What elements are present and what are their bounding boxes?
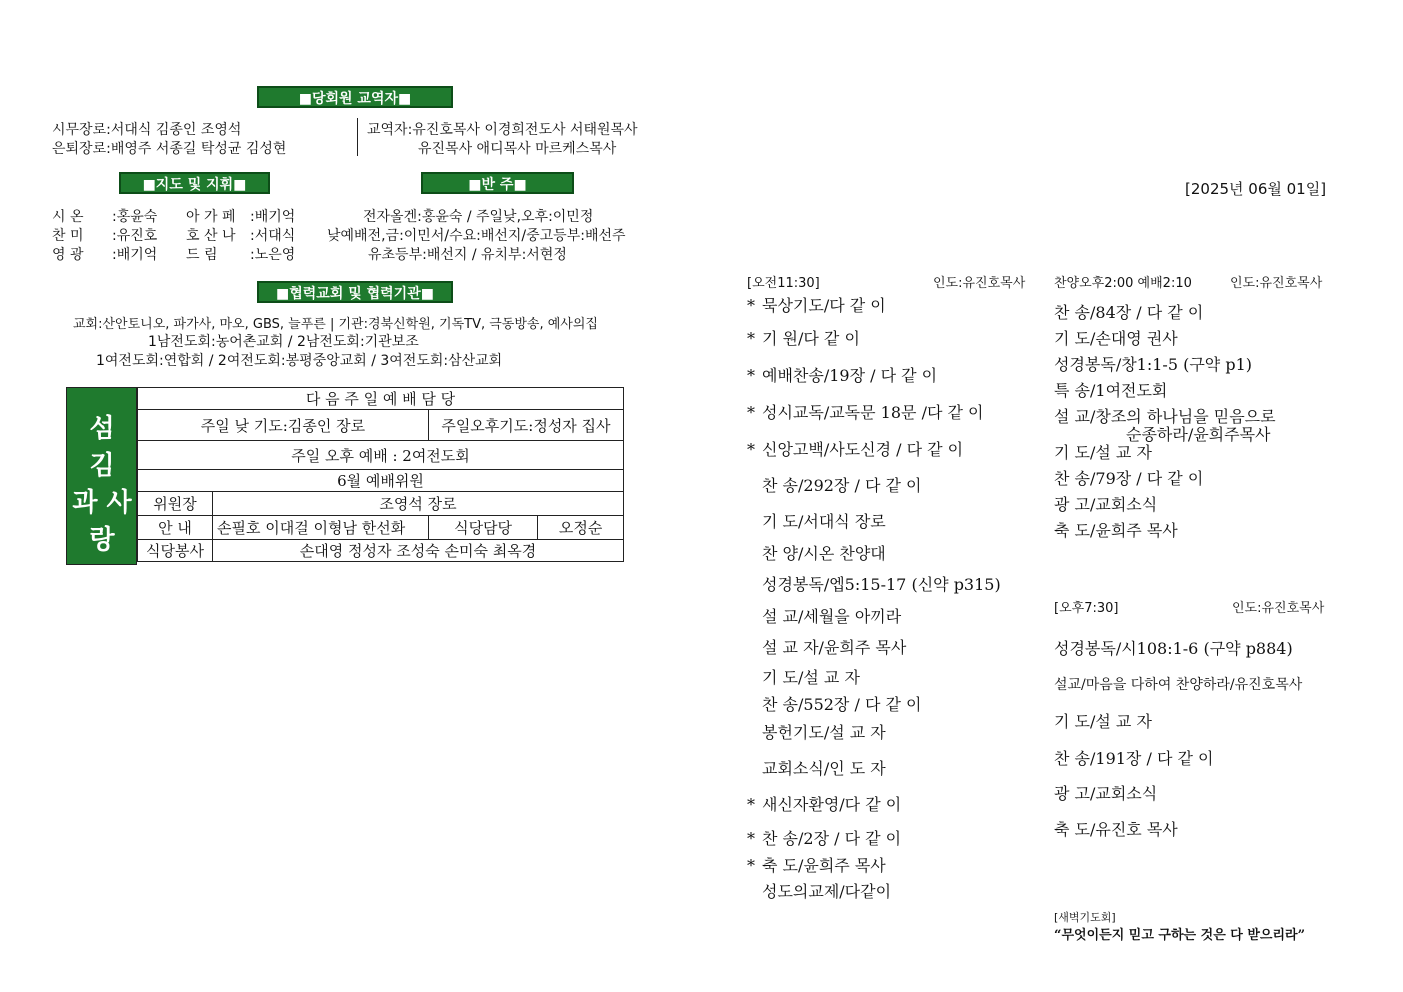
accomp-row-2: 낮예배전,금:이민서/수요:배선지/중고등부:배선주: [327, 228, 626, 244]
morning-item: [747, 635, 906, 658]
accomp-row-3: 유초등부:배선지 / 유치부:서현정: [368, 247, 567, 263]
morning-item: [747, 756, 886, 779]
lead-value: :홍윤숙: [112, 209, 158, 225]
morning-item-text: 성경봉독/엡5:15-17 (신약 p315): [762, 575, 1001, 594]
morning-item: [747, 437, 963, 460]
prayer-am: 주일 낮 기도:김종인 장로: [138, 410, 429, 441]
dawn-verse: “무엇이든지 믿고 구하는 것은 다 받으리라”: [1054, 928, 1306, 943]
dining-value: 오정순: [538, 516, 624, 540]
morning-item: [747, 826, 901, 849]
required-star: *: [747, 296, 755, 315]
afternoon-item: 순종하라/윤희주목사: [1126, 425, 1271, 444]
table-row: [138, 441, 624, 470]
morning-item-text: 찬 송/292장 / 다 같 이: [762, 476, 922, 495]
lead-label: 시 온: [52, 209, 84, 225]
partner-line-1: 교회:산안토니오, 파가사, 마오, GBS, 늘푸른 | 기관:경북신학원, 기독TV, 극동방송, 예사의집: [73, 317, 598, 332]
side-char: 랑: [89, 525, 115, 555]
table-row: [138, 410, 624, 441]
evening-leader: 인도:유진호목사: [1232, 601, 1325, 616]
elders-retired: 은퇴장로:배영주 서종길 탁성균 김성현: [52, 141, 287, 157]
lead-value: :서대식: [250, 228, 296, 244]
afternoon-item: 설 교/창조의 하나님을 믿음으로: [1054, 407, 1276, 426]
guide-label: 안 내: [138, 516, 213, 540]
evening-item: 찬 송/191장 / 다 같 이: [1054, 749, 1214, 768]
lead-row-3: [52, 244, 295, 264]
side-motto-box: [66, 387, 137, 565]
afternoon-leader: 인도:유진호목사: [1230, 276, 1323, 291]
morning-item-text: 묵상기도/다 같 이: [762, 296, 886, 315]
ministers-line-1: 교역자:유진호목사 이경희전도사 서태원목사: [367, 122, 638, 138]
morning-item: [747, 720, 886, 743]
afternoon-time: 찬양오후2:00 예배2:10: [1054, 276, 1192, 291]
morning-item: [747, 879, 891, 902]
morning-item-text: 찬 양/시온 찬양대: [762, 544, 886, 563]
morning-item-text: 교회소식/인 도 자: [762, 759, 886, 778]
required-star: *: [747, 403, 755, 422]
afternoon-item: 기 도/손대영 권사: [1054, 329, 1178, 348]
lead-label: 아 가 페: [186, 209, 236, 225]
partner-title-banner: ■협력교회 및 협력기관■: [257, 281, 453, 303]
ministers-line-2: 유진목사 애디목사 마르케스목사: [418, 141, 617, 157]
morning-item-text: 기 원/다 같 이: [762, 329, 860, 348]
table-row: [138, 540, 624, 562]
lead-label: 드 림: [186, 247, 218, 263]
lead-value: :배기억: [112, 247, 158, 263]
chair-value: 조영석 장로: [213, 492, 624, 516]
evening-item: 축 도/유진호 목사: [1054, 820, 1178, 839]
morning-leader: 인도:유진호목사: [933, 276, 1026, 291]
afternoon-item: 찬 송/84장 / 다 같 이: [1054, 303, 1204, 322]
lead-label: 호 산 나: [186, 228, 236, 244]
lead-value: :노은영: [250, 247, 296, 263]
morning-item-text: 찬 송/552장 / 다 같 이: [762, 695, 922, 714]
side-char: 과 사: [72, 488, 132, 518]
pm-service: 주일 오후 예배 : 2여전도회: [138, 441, 624, 470]
morning-item: [747, 400, 984, 423]
evening-item: 기 도/설 교 자: [1054, 712, 1152, 731]
bulletin-date: [2025년 06월 01일]: [1185, 180, 1327, 198]
next-service-table: [137, 387, 624, 562]
morning-item-text: 성도의교제/다같이: [762, 882, 892, 901]
required-star: *: [747, 329, 755, 348]
afternoon-item: 특 송/1여전도회: [1054, 381, 1168, 400]
partner-line-3: 1여전도회:연합회 / 2여전도회:봉평중앙교회 / 3여전도회:삼산교회: [96, 353, 503, 369]
morning-item: [747, 509, 886, 532]
evening-item: 성경봉독/시108:1-6 (구약 p884): [1054, 639, 1293, 658]
afternoon-item: 성경봉독/창1:1-5 (구약 p1): [1054, 355, 1252, 374]
side-char: 김: [89, 451, 115, 481]
morning-item-text: 신앙고백/사도신경 / 다 같 이: [762, 440, 964, 459]
required-star: *: [747, 440, 755, 459]
guide-value: 손필호 이대걸 이형남 한선화: [213, 516, 429, 540]
lead-label: 영 광: [52, 247, 84, 263]
morning-item-text: 축 도/윤희주 목사: [762, 856, 886, 875]
prayer-pm: 주일오후기도:정성자 집사: [428, 410, 623, 441]
accomp-title-banner: ■반 주■: [421, 172, 574, 194]
afternoon-item: 기 도/설 교 자: [1054, 443, 1152, 462]
accomp-row-1: 전자올겐:홍윤숙 / 주일낮,오후:이민정: [363, 209, 594, 225]
next-title: 다 음 주 일 예 배 담 당: [138, 388, 624, 410]
side-char: 섬: [89, 414, 115, 444]
chair-label: 위원장: [138, 492, 213, 516]
morning-item: [747, 572, 1001, 595]
table-row: [138, 388, 624, 410]
morning-item: [747, 326, 860, 349]
table-row: [138, 470, 624, 492]
serve-label: 식당봉사: [138, 540, 213, 562]
morning-item: [747, 541, 886, 564]
afternoon-item: 찬 송/79장 / 다 같 이: [1054, 469, 1204, 488]
staff-title-banner: ■당회원 교역자■: [257, 86, 453, 108]
morning-item-text: 설 교 자/윤희주 목사: [762, 638, 907, 657]
morning-item-text: 새신자환영/다 같 이: [762, 795, 902, 814]
serve-value: 손대영 정성자 조성숙 손미숙 최옥경: [213, 540, 624, 562]
partner-line-2: 1남전도회:농어촌교회 / 2남전도회:기관보조: [148, 334, 419, 350]
morning-item: [747, 604, 901, 627]
morning-item-text: 성시교독/교독문 18문 /다 같 이: [762, 403, 984, 422]
dawn-title: [새벽기도회]: [1054, 911, 1116, 924]
morning-item-text: 찬 송/2장 / 다 같 이: [762, 829, 902, 848]
evening-item: 설교/마음을 다하여 찬양하라/유진호목사: [1054, 677, 1303, 693]
required-star: *: [747, 795, 755, 814]
evening-item: 광 고/교회소식: [1054, 784, 1158, 803]
morning-item: [747, 363, 937, 386]
morning-time: [오전11:30]: [747, 276, 820, 291]
table-row: [138, 516, 624, 540]
table-row: [138, 492, 624, 516]
morning-item: [747, 293, 886, 316]
required-star: *: [747, 366, 755, 385]
elders-active: 시무장로:서대식 김종인 조영석: [52, 122, 242, 138]
required-star: *: [747, 829, 755, 848]
morning-item-text: 기 도/서대식 장로: [762, 512, 886, 531]
committee-title: 6월 예배위원: [138, 470, 624, 492]
lead-row-1: [52, 206, 295, 226]
morning-item: [747, 473, 922, 496]
dining-label: 식당담당: [428, 516, 537, 540]
afternoon-item: 광 고/교회소식: [1054, 495, 1158, 514]
staff-divider: [357, 118, 358, 156]
evening-time: [오후7:30]: [1054, 601, 1119, 616]
morning-item-text: 봉헌기도/설 교 자: [762, 723, 886, 742]
morning-item: [747, 665, 860, 688]
lead-title-banner: ■지도 및 지휘■: [119, 172, 270, 194]
morning-item: [747, 853, 886, 876]
required-star: *: [747, 856, 755, 875]
morning-item-text: 기 도/설 교 자: [762, 668, 860, 687]
morning-item: [747, 792, 901, 815]
morning-item-text: 예배찬송/19장 / 다 같 이: [762, 366, 938, 385]
morning-item-text: 설 교/세월을 아끼라: [762, 607, 902, 626]
morning-item: [747, 692, 922, 715]
lead-value: :배기억: [250, 209, 296, 225]
lead-row-2: [52, 225, 295, 245]
lead-value: :유진호: [112, 228, 158, 244]
afternoon-item: 축 도/윤희주 목사: [1054, 521, 1178, 540]
lead-label: 찬 미: [52, 228, 84, 244]
